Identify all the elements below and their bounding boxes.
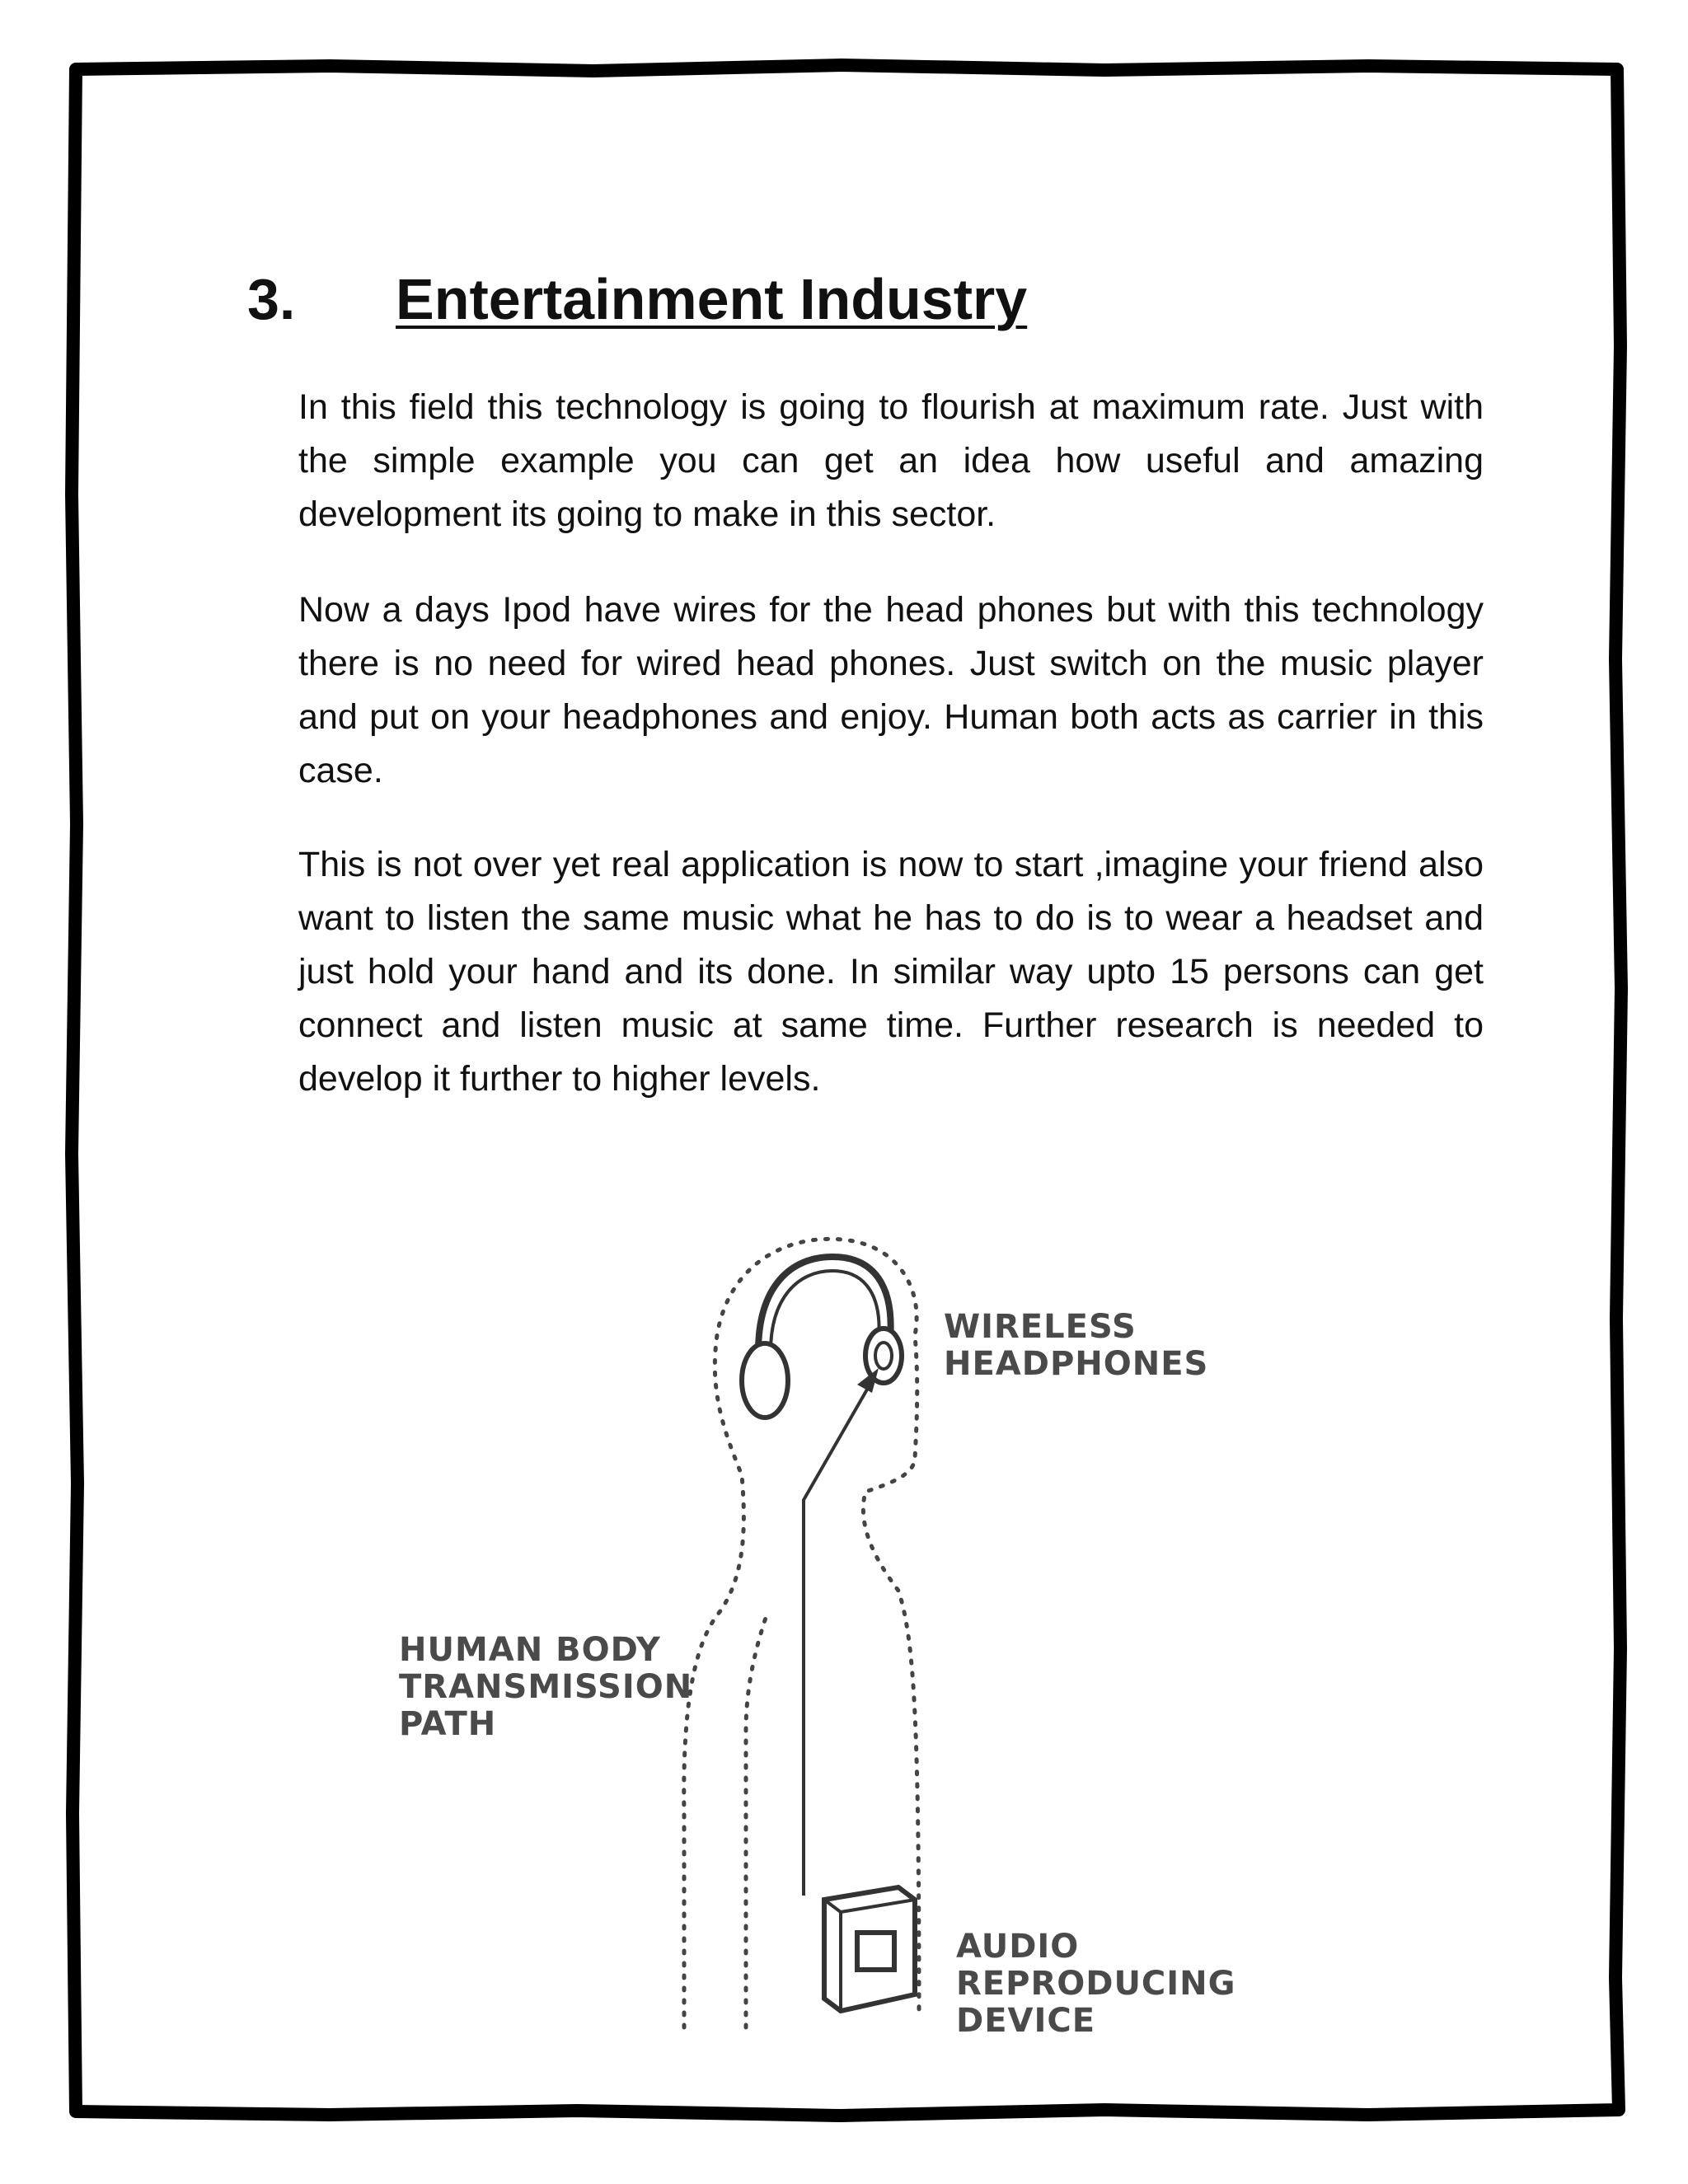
label-body-transmission-path: HUMAN BODY TRANSMISSION PATH bbox=[399, 1631, 693, 1743]
audio-device bbox=[824, 1887, 915, 2011]
paragraph-2: Now a days Ipod have wires for the head phones but with this technology there is no need for wired head phones. Just switch on the music player and put on your headphones and enjoy. Human both acts as carrier in this case. bbox=[298, 590, 1484, 790]
inner-path-dotted bbox=[746, 1615, 767, 2027]
transmission-line bbox=[804, 1378, 874, 1896]
headband-inner bbox=[771, 1271, 879, 1352]
label-wireless-headphones: WIRELESS HEADPHONES bbox=[944, 1308, 1209, 1383]
section-number: 3. bbox=[247, 267, 296, 331]
paragraph-3: This is not over yet real application is now to start ,imagine your friend also want to listen the same music what he has to do is to wear a headset and just hold your hand and its done. In similar way upto 15 persons can get connect and listen music at same time. Further research is needed to develop it further to higher levels. bbox=[298, 845, 1484, 1099]
left-earcup bbox=[742, 1343, 788, 1418]
section-title: Entertainment Industry bbox=[396, 267, 1028, 331]
paragraph-1: In this field this technology is going to flourish at maximum rate. Just with the simple example you can get an idea how useful and amazing development its going to make in this sector. bbox=[298, 387, 1484, 534]
section-heading bbox=[247, 262, 1027, 336]
label-audio-device: AUDIO REPRODUCING DEVICE bbox=[956, 1928, 1236, 2040]
